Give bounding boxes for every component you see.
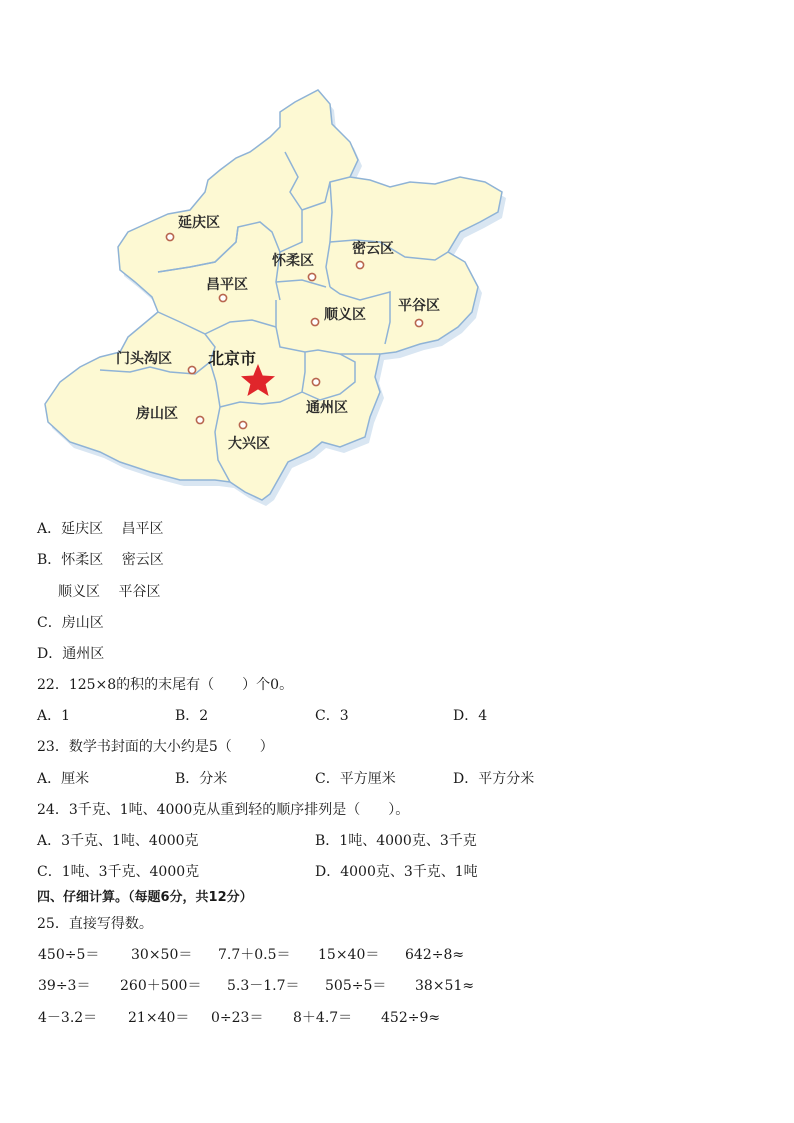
huairou-dot	[308, 273, 315, 280]
calc-item: 38×51≈	[415, 978, 475, 994]
calc-item: 30×50＝	[131, 947, 193, 963]
q21-option-a: A．延庆区 昌平区	[37, 521, 164, 537]
label-pinggu: 平谷区	[398, 298, 440, 314]
calc-item: 5.3－1.7＝	[227, 978, 300, 994]
daxing-dot	[239, 421, 246, 428]
label-yanqing: 延庆区	[178, 215, 220, 231]
fangshan-dot	[196, 416, 203, 423]
q24-option-c: C．1吨、3千克、4000克	[37, 864, 200, 880]
map-land	[45, 90, 502, 500]
q22-option-c: C．3	[315, 708, 349, 724]
tongzhou-dot	[312, 378, 319, 385]
label-changping: 昌平区	[206, 277, 248, 293]
q24-option-b: B．1吨、4000克、3千克	[315, 833, 477, 849]
label-daxing: 大兴区	[228, 436, 270, 452]
calc-item: 0÷23＝	[211, 1010, 264, 1026]
q23-stem: 23．数学书封面的大小约是5（ ）	[37, 739, 274, 755]
calc-item: 15×40＝	[318, 947, 380, 963]
map-svg	[40, 82, 510, 507]
q22-stem: 22．125×8的积的末尾有（ ）个0。	[37, 677, 294, 693]
q23-option-b: B．分米	[175, 771, 228, 787]
q24-option-d: D．4000克、3千克、1吨	[315, 864, 478, 880]
q21-option-b-line1: B．怀柔区 密云区	[37, 552, 164, 568]
label-fangshan: 房山区	[136, 406, 178, 422]
q21-option-c: C．房山区	[37, 615, 104, 631]
q21-option-d: D．通州区	[37, 646, 105, 662]
q22-option-d: D．4	[453, 708, 488, 724]
calc-item: 260＋500＝	[120, 978, 202, 994]
pinggu-dot	[415, 319, 422, 326]
calc-item: 8＋4.7＝	[293, 1010, 353, 1026]
q21-option-b-line2: 顺义区 平谷区	[58, 584, 161, 600]
q23-option-c: C．平方厘米	[315, 771, 396, 787]
mentougou-dot	[188, 366, 195, 373]
label-mentougou: 门头沟区	[116, 351, 172, 367]
calc-item: 4－3.2＝	[38, 1010, 98, 1026]
changping-dot	[219, 294, 226, 301]
q22-option-b: B．2	[175, 708, 209, 724]
label-tongzhou: 通州区	[306, 400, 348, 416]
section4-heading: 四、仔细计算。（每题6分，共12分）	[37, 890, 253, 905]
q23-option-d: D．平方分米	[453, 771, 535, 787]
q22-option-a: A．1	[37, 708, 71, 724]
calc-item: 39÷3＝	[38, 978, 91, 994]
calc-item: 7.7＋0.5＝	[218, 947, 291, 963]
q24-option-a: A．3千克、1吨、4000克	[37, 833, 199, 849]
q23-option-a: A．厘米	[37, 771, 90, 787]
label-shunyi: 顺义区	[324, 307, 366, 323]
label-beijing: 北京市	[208, 349, 257, 368]
yanqing-dot	[166, 233, 173, 240]
shunyi-dot	[311, 318, 318, 325]
beijing-district-map	[40, 82, 510, 507]
q25-stem: 25．直接写得数。	[37, 916, 153, 932]
calc-item: 452÷9≈	[381, 1010, 441, 1026]
q24-stem: 24．3千克、1吨、4000克从重到轻的顺序排列是（ ）。	[37, 802, 410, 818]
calc-item: 642÷8≈	[405, 947, 465, 963]
calc-item: 450÷5＝	[38, 947, 100, 963]
miyun-dot	[356, 261, 363, 268]
label-miyun: 密云区	[352, 241, 394, 257]
label-huairou: 怀柔区	[272, 253, 314, 269]
calc-item: 505÷5＝	[325, 978, 387, 994]
calc-item: 21×40＝	[128, 1010, 190, 1026]
